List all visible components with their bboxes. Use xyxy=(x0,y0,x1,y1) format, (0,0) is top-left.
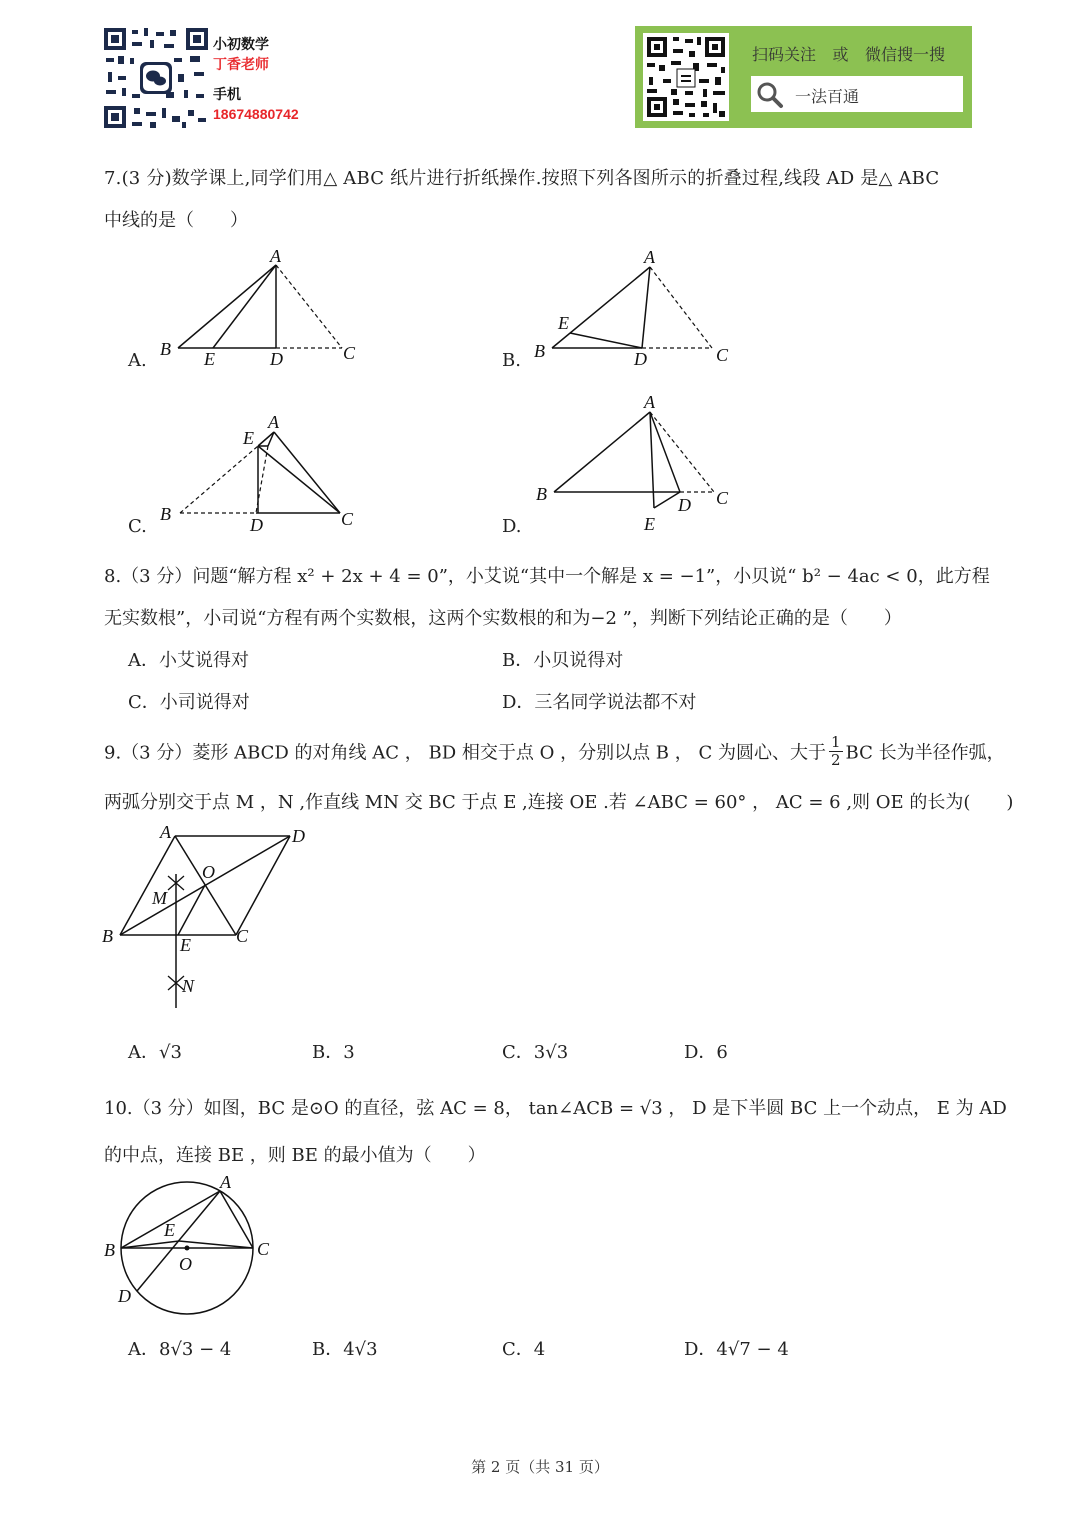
q10-option-c[interactable]: C．4 xyxy=(502,1339,546,1360)
q9-point-n: N xyxy=(182,976,195,996)
q10-option-a[interactable]: A．8√3 − 4 xyxy=(128,1339,232,1360)
q9-vertex-c: C xyxy=(236,926,249,946)
q7-figure-a xyxy=(150,245,370,375)
q10-point-b: B xyxy=(104,1240,115,1260)
header-right-banner xyxy=(635,26,972,128)
q7c-vertex-e: E xyxy=(243,428,254,448)
q9-point-m: M xyxy=(152,888,167,908)
q7d-vertex-e: E xyxy=(644,514,655,534)
q8-stem-line1: 8.（3 分）问题“解方程 x² + 2x + 4 = 0”，小艾说“其中一个解是 x = −1”，小贝说“ b² − 4ac < 0，此方程 xyxy=(104,566,990,587)
q10-figure xyxy=(100,1172,290,1317)
q9-option-b[interactable]: B．3 xyxy=(312,1042,355,1063)
q8-option-c[interactable]: C．小司说得对 xyxy=(128,692,250,713)
q7b-vertex-d: D xyxy=(634,349,647,369)
q7-stem-line2: 中线的是（ ） xyxy=(104,210,248,231)
q7a-vertex-e: E xyxy=(204,349,215,369)
q7d-vertex-a: A xyxy=(644,392,655,412)
search-keyword: 一法百通 xyxy=(795,89,860,106)
q9-vertex-a: A xyxy=(160,822,171,842)
q7b-vertex-a: A xyxy=(644,247,655,267)
wechat-search-box[interactable] xyxy=(751,76,963,112)
header-left-text xyxy=(213,34,299,124)
q9-point-e: E xyxy=(180,935,191,955)
or-text: 或 xyxy=(832,47,849,64)
q10-center-o: O xyxy=(179,1254,192,1274)
q9-vertex-o: O xyxy=(202,862,215,882)
q9-fraction-den: 2 xyxy=(830,751,841,769)
q7-figure-c xyxy=(150,410,370,540)
header-right-qr xyxy=(643,33,729,121)
q10-option-b[interactable]: B．4√3 xyxy=(312,1339,378,1360)
q8-option-a[interactable]: A．小艾说得对 xyxy=(128,650,249,671)
header-teacher: 丁香老师 xyxy=(213,56,269,72)
q7-option-c-label: C. xyxy=(128,516,147,537)
q9-option-c[interactable]: C．3√3 xyxy=(502,1042,569,1063)
header-brand: 小初数学 xyxy=(213,36,269,52)
q7b-vertex-b: B xyxy=(534,341,545,361)
q7c-vertex-a: A xyxy=(268,412,279,432)
header-right-prompt xyxy=(752,42,945,65)
q7c-vertex-c: C xyxy=(341,509,354,529)
q10-point-c: C xyxy=(257,1239,270,1259)
q8-option-d[interactable]: D．三名同学说法都不对 xyxy=(502,692,697,713)
q9-stem-part2: BC 长为半径作弧， xyxy=(845,742,1005,764)
q7c-vertex-b: B xyxy=(160,504,171,524)
q7d-vertex-c: C xyxy=(716,488,729,508)
q10-stem-line1: 10.（3 分）如图，BC 是⊙O 的直径，弦 AC = 8， tan∠ACB = √3 ， D 是下半圆 BC 上一个动点， E 为 AD xyxy=(104,1098,1007,1119)
q7-figure-d xyxy=(530,390,750,540)
q7a-vertex-d: D xyxy=(270,349,283,369)
q10-stem-line2: 的中点，连接 BE ，则 BE 的最小值为（ ） xyxy=(104,1145,486,1166)
q8-stem-line2: 无实数根”，小司说“方程有两个实数根，这两个实数根的和为−2 ”，判断下列结论正确的是（ ） xyxy=(104,608,902,629)
q7b-vertex-e: E xyxy=(558,313,569,333)
search-icon xyxy=(755,80,785,114)
q7-option-b-label: B. xyxy=(502,350,521,371)
q10-point-a: A xyxy=(220,1172,231,1192)
q7d-vertex-b: B xyxy=(536,484,547,504)
q9-fraction xyxy=(829,734,843,769)
wechat-search-text: 微信搜一搜 xyxy=(864,47,945,64)
q9-fraction-num: 1 xyxy=(830,733,841,751)
q9-stem-line1 xyxy=(104,733,1005,771)
q9-stem-line2: 两弧分别交于点 M ，N ,作直线 MN 交 BC 于点 E ,连接 OE .若 ∠ABC = 60° ， AC = 6 ,则 OE 的长为( ) xyxy=(104,792,1014,813)
q8-option-b[interactable]: B．小贝说得对 xyxy=(502,650,624,671)
header-phone-label: 手机 xyxy=(213,86,241,102)
q10-point-e: E xyxy=(164,1220,175,1240)
q9-figure xyxy=(100,822,320,1022)
q7a-vertex-b: B xyxy=(160,339,171,359)
q7c-vertex-d: D xyxy=(250,515,263,535)
q7-stem-line1: 7.(3 分)数学课上,同学们用△ ABC 纸片进行折纸操作.按照下列各图所示的折叠过程,线段 AD 是△ ABC xyxy=(104,168,940,189)
q9-option-a[interactable]: A．√3 xyxy=(128,1042,182,1063)
q7a-vertex-c: C xyxy=(343,343,356,363)
header-left-qr xyxy=(104,28,208,128)
q7-option-d-label: D. xyxy=(502,516,522,537)
scan-follow-text: 扫码关注 xyxy=(752,47,817,64)
page-footer: 第 2 页（共 31 页） xyxy=(471,1458,609,1476)
header-phone: 18674880742 xyxy=(213,106,299,122)
q7-option-a-label: A. xyxy=(128,350,147,371)
q7d-vertex-d: D xyxy=(678,495,691,515)
q9-option-d[interactable]: D．6 xyxy=(684,1042,728,1063)
q7a-vertex-a: A xyxy=(270,246,281,266)
q7-figure-b xyxy=(530,245,750,375)
q9-vertex-d: D xyxy=(292,826,305,846)
q9-stem-part1: 9.（3 分）菱形 ABCD 的对角线 AC ， BD 相交于点 O ，分别以点 B ， C 为圆心、大于 xyxy=(104,742,826,764)
q7b-vertex-c: C xyxy=(716,345,729,365)
q10-option-d[interactable]: D．4√7 − 4 xyxy=(684,1339,789,1360)
q9-vertex-b: B xyxy=(102,926,113,946)
q10-point-d: D xyxy=(118,1286,131,1306)
